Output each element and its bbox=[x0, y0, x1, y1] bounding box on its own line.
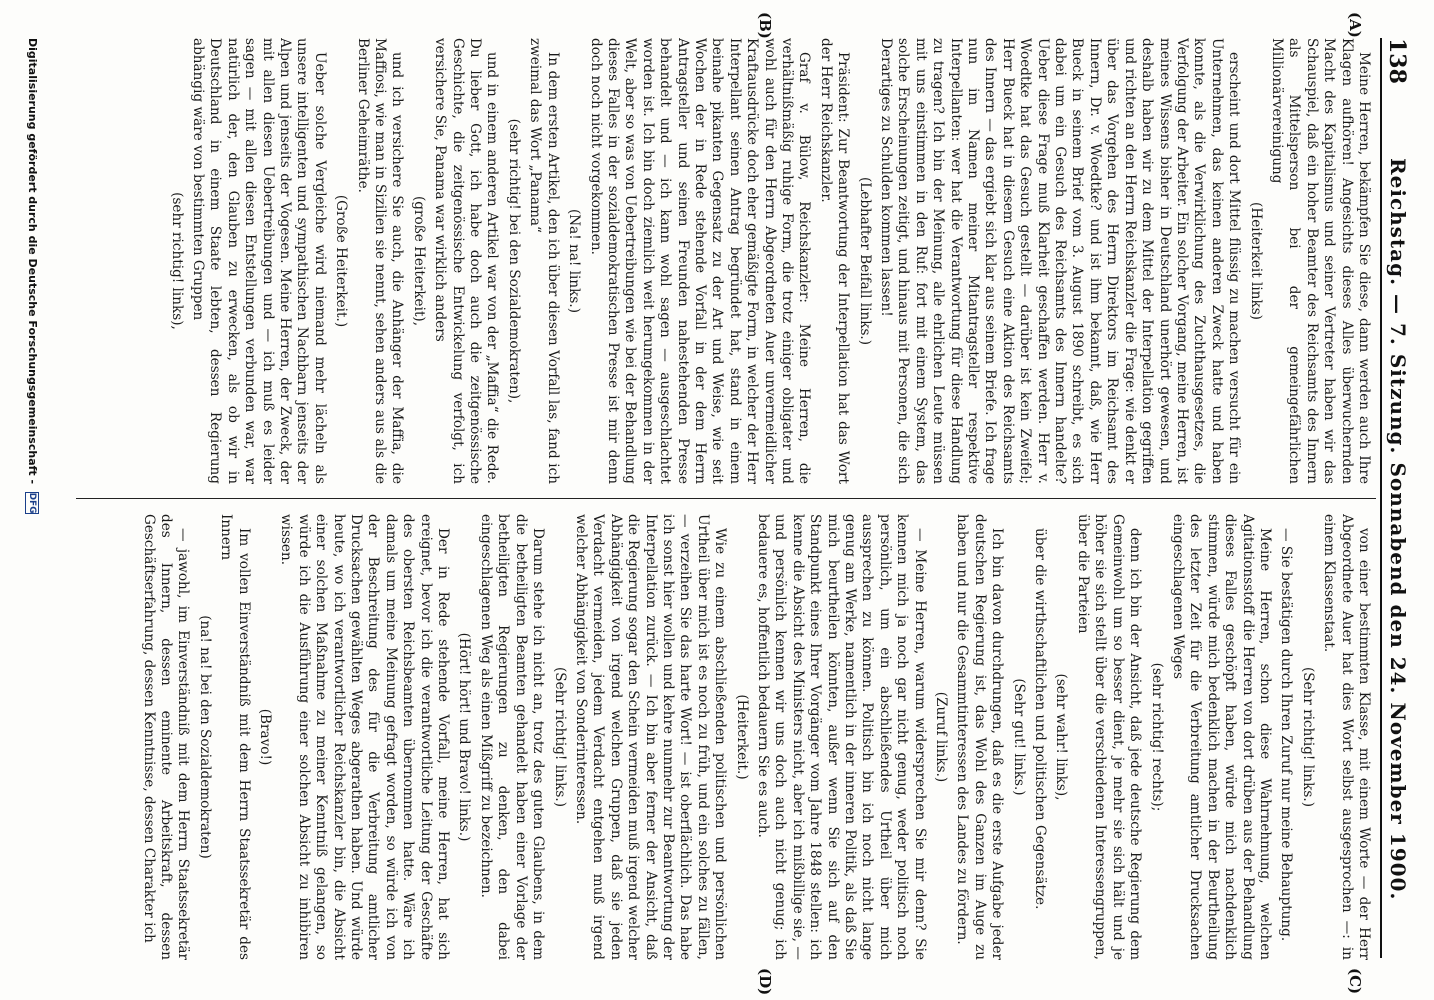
margin-letter-c: (C) bbox=[1346, 968, 1364, 995]
left-column bbox=[82, 38, 1372, 484]
paragraph: — Sie bestätigen durch Ihren Zuruf nur meine Behauptung. bbox=[1278, 528, 1295, 942]
reaction: (Große Heiterkeit.) bbox=[333, 194, 350, 328]
paragraph: — jawohl, im Einverständniß mit dem Herrn Staatssekretär des Innern, dessen eminente Arbeitskraft, dessen Geschäftserfahrung, dessen Kenntnisse, dessen Charakter ich bbox=[140, 514, 192, 960]
paragraph: Meine Herren, bekämpfen Sie diese, dann werden auch Ihre Klagen aufhören! Angesichts dieses Alles überwuchernden Macht des Kapitalismus und seiner Vertreter haben wir das Schauspiel, daß ein hoher Beamter des Reichsamts des Innern als Mittelsperson bei der gemeingefährlichen Millionärvereinigung bbox=[1268, 38, 1372, 484]
paragraph: erscheint und dort Mittel flüssig zu machen versucht für ein Unternehmen, das keinen anderen Zweck hatte und haben konnte, als die Verwirklichung des Zuchthausgesetzes, die Verfolgung der Arbeiter. Ein solcher Vorgang, meine Herren, ist meines Wissens bisher in Deutschland unerhört gewesen, und deshalb haben wir zu dem Mittel der Interpellation gegriffen und richten an den Herrn Reichskanzler die Frage: wie denkt er über das Vorgehen des Herrn Direktors im Reichsamt des Innern, Dr. v. Woedtke? und ist ihm bekannt, daß, wie Herr Bueck in seinem Brief vom 3. August 1890 schreibt, es sich dabei um ein Gesuch des Reichsamts des Innern handelte? Ueber diese Frage muß Klarheit geschaffen werden. Herr v. Woedtke hat das Gesuch gestellt — darüber ist kein Zweifel; Herr Bueck hat in diesem Gesuch eine Aktion des Reichsamts des Innern — das ergiebt sich klar aus seinem Briefe. Ich frage nun im Namen meiner Mitantragsteller respektive Interpellanten: wer hat die Verantwortung für diese Handlung zu tragen? Ich bin der Meinung, alle ehrlichen Leute müssen mit uns einstimmen in den Ruf: fort mit einem System, das solche Erscheinungen zeitigt, und hinaus mit Personen, die sich Derartiges zu Schulden kommen lassen! bbox=[878, 38, 1243, 484]
reaction: (sehr wahr! links), bbox=[1053, 673, 1070, 801]
reaction: (Sehr gut! links.) bbox=[1010, 678, 1027, 796]
reaction: (Zuruf links.) bbox=[933, 691, 950, 783]
paragraph: Im vollen Einverständniß mit dem Herrn Staatssekretär des Innern bbox=[218, 514, 252, 960]
reaction: (na! na! bei den Sozialdemokraten) bbox=[196, 615, 213, 859]
reaction: (sehr richtig! bei den Sozialdemokraten), bbox=[505, 118, 522, 404]
paragraph: und in einem anderen Artikel war von der „Maffia“ die Rede. Du lieber Gott, ich habe doch auch die zeitgenössische Geschichte, die zeitgenössische Entwickelung verfolgt, ich versichere Sie, Panama war wirklich anders bbox=[432, 38, 501, 484]
page-number: 138 bbox=[1384, 38, 1410, 84]
right-column bbox=[82, 514, 1372, 960]
paragraph: Graf v. Bülow, Reichskanzler: Meine Herren, die verhältnißmäßig ruhige Form, die trotz einiger obligater und wohl auch für den Herrn Abgeordneten Auer unvermeidlicher Kraftausdrücke doch eher gemäßigte Form, in welcher der Herr Interpellant seinen Antrag begründet hat, stand in einem beinahe pikanten Gegensatz zu der Art und Weise, wie seit Wochen der in Rede stehende Vorfall in der dem Herrn Antragsteller und seinen Freunden nahestehenden Presse behandelt und — ich kann wohl sagen — ausgeschlachtet worden ist. Ich bin doch ziemlich weit herumgekommen in der Welt, aber so was von Uebertreibungen wie bei der Behandlung dieses Falles in der sozialdemokratischen Presse ist mir denn doch noch nicht vorgekommen. bbox=[587, 38, 813, 484]
reaction: (Heiterkeit links) bbox=[1247, 202, 1264, 320]
footer-text: Digitalisierung gefördert durch die Deutsche Forschungsgemeinschaft - bbox=[26, 38, 39, 485]
reaction: (große Heiterkeit), bbox=[410, 195, 427, 327]
paragraph: denn ich bin der Ansicht, daß jede deutsche Regierung dem Gemeinwohl um so besser dient, je mehr sie sich hält und je höher sie sich stellt über die verschiedenen Interessengruppen, über die Parteien bbox=[1074, 514, 1144, 960]
paragraph: Präsident: Zur Beantwortung der Interpellation hat das Wort der Herr Reichskanzler. bbox=[817, 38, 852, 484]
digitization-footer bbox=[25, 38, 39, 958]
running-head: Reichstag. — 7. Sitzung. Sonnabend den 24. November 1900. bbox=[1386, 158, 1410, 901]
dfg-logo: DFG bbox=[27, 492, 37, 514]
reaction: (sehr richtig! rechts); bbox=[1148, 662, 1165, 812]
reaction: (sehr richtig! links), bbox=[168, 192, 185, 330]
paragraph: Darum stehe ich nicht an, trotz des guten Glaubens, in dem die betheiligten Beamten gehandelt haben einer Vorlage der betheiligten Regierungen zu denken, den dabei eingeschlagenen Weg als einen Mißgriff zu bezeichnen. bbox=[477, 514, 547, 960]
reaction: (Sehr richtig! links.) bbox=[1299, 666, 1316, 808]
paragraph: Ich bin davon durchdrungen, daß es die erste Aufgabe jeder deutschen Regierung ist, das Wohl des Ganzen im Auge zu haben und nur die Gesammtinteressen des Landes zu fördern. bbox=[954, 514, 1006, 960]
page-header bbox=[1380, 38, 1412, 958]
paragraph: über die wirthschaftlichen und politischen Gegensätze. bbox=[1032, 528, 1049, 910]
paragraph: von einer bestimmten Klasse, mit einem Worte — der Herr Abgeordnete Auer hat dies Wort selbst ausgesprochen —: in einem Klassenstaat. bbox=[1321, 514, 1372, 960]
column-divider bbox=[76, 498, 1376, 499]
paragraph: Meine Herren, schon diese Wahrnehmung, welchen Agitationsstoff die Herren von dort drüben aus der Behandlung dieses Falles geschöpft haben, würde mich nachdenklich stimmen, würde mich bedenklich machen in der Beurtheilung des letzter Zeit für die Verbreitung amtlicher Drucksachen eingeschlagenen Weges bbox=[1169, 514, 1273, 960]
paragraph: In dem ersten Artikel, den ich über diesen Vorfall las, fand ich zweimal das Wort „Panama“ bbox=[527, 38, 561, 484]
reaction: (Lebhafter Beifall links.) bbox=[856, 176, 873, 346]
reaction: (Bravo!) bbox=[257, 708, 274, 766]
reaction: (Hört! hört! und Bravo! links.) bbox=[456, 632, 473, 842]
paragraph: Der in Rede stehende Vorfall, meine Herren, hat sich ereignet, bevor ich die verantwortliche Leitung der Geschäfte des obersten Reichsbeamten übernommen hatte. Wäre ich damals um meine Meinung gefragt worden, so würde ich von der Beschreitung des für die Verbreitung amtlicher Drucksachen gewählten Weges abgerathen haben. Und würde heute, wo ich verantwortlicher Reichskanzler bin, die Absicht einer solchen Maßnahme zu meiner Kenntniß gelangen, so würde ich die Ausführung einer solchen Absicht zu inhibiren wissen. bbox=[278, 514, 452, 960]
paragraph: Ueber solche Vergleiche wird niemand mehr lächeln als unsere intelligenten und sympathischen Nachbarn jenseits der Alpen und jenseits der Vogesen. Meine Herren, der Zweck, der mit allen diesen Uebertreibungen und — ich muß es leider sagen — mit allen diesen Entstellungen verbunden war, war natürlich der, den Glauben zu erwecken, als ob wir in Deutschland in einem Staate lebten, dessen Regierung abhängig wäre von bestimmten Gruppen bbox=[190, 38, 328, 484]
paragraph: Wie zu einem abschließenden politischen und persönlichen Urtheil über mich ist es noch zu früh, und ein solches zu fällen, — verzeihen Sie das harte Wort! — ist oberflächlich. Das habe ich sonst hier wollen und kehre nunmehr zur Beantwortung der Interpellation zurück. — Ich bin aber ferner der Ansicht, daß die Regierung sogar den Schein vermeiden muß irgend welcher Abhängigkeit von irgend welchen Gruppen, daß sie jeden Verdacht vermeiden, jedem Verdacht entgehen muß irgend welcher Abhängigkeit von Sonderinteressen. bbox=[572, 514, 729, 960]
margin-letter-a: (A) bbox=[1346, 12, 1364, 38]
reaction: (Heiterkeit.) bbox=[733, 694, 750, 780]
reaction: (Sehr richtig! links.) bbox=[551, 666, 568, 808]
paragraph: und ich versichere Sie auch, die Anhänger der Maffia, die Maffiosi, wie man in Sizilien sie nennt, sehen anders aus als die Berliner Geheimräthe. bbox=[354, 38, 406, 484]
margin-letter-b: (B) bbox=[756, 12, 774, 39]
paragraph: — Meine Herren, warum widersprechen Sie mir denn? Sie kennen mich ja noch gar nicht genug, weder politisch noch persönlich, um ein abschließendes Urtheil über mich aussprechen zu können. Politisch bin ich noch nicht lange genug am Werke, namentlich in der inneren Politik, als daß Sie mich beurtheilen könnten, außer wenn Sie sich auf den Standpunkt eines Ihrer Vorgänger vom Jahre 1848 stellen: ich kenne die Absicht des Ministers nicht, aber ich mißbillige sie, — und persönlich kennen wir uns doch auch nicht genug; ich bedauere es, hoffentlich bedauern Sie es auch. bbox=[755, 514, 928, 960]
reaction: (Na! na! links.) bbox=[566, 208, 583, 314]
margin-letter-d: (D) bbox=[756, 968, 774, 996]
